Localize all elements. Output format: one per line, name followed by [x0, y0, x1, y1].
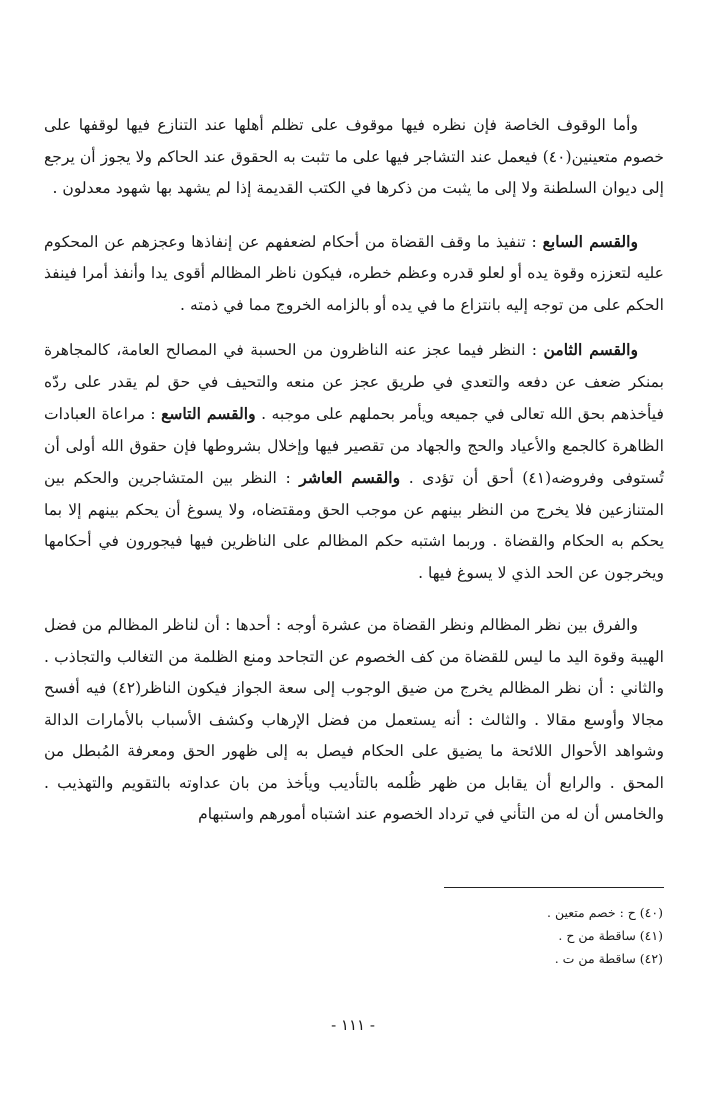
- section-heading: والقسم السابع: [542, 231, 639, 251]
- paragraph-differences: [44, 610, 664, 831]
- footnote-41: (٤١) ساقطة من ح .: [558, 928, 663, 943]
- section-heading: والقسم التاسع: [161, 404, 256, 423]
- paragraph-section-eight: [44, 334, 664, 589]
- paragraph-text: : تنفيذ ما وقف القضاة من أحكام لضعفهم عن إنفاذها وعجزهم عن المحكوم عليه لتعززه وقوة يده أو لعلو قدره وعظم خطره، فيكون ناظر المظالم أقوى يدا وأنفذ أمرا فينفذ الحكم على من توجه إليه بانتزاع ما في يده أو بالزامه الخروج مما في ذمته .: [44, 232, 664, 314]
- footnote-42: (٤٢) ساقطة من ت .: [554, 951, 663, 966]
- paragraph-gap: [44, 218, 664, 226]
- paragraph-text: : النظر فيما عجز عنه الناظرون من الحسبة في المصالح العامة، كالمجاهرة بمنكر ضعف عن دفعه والتعدي في طريق عجز عن منعه والتحيف في حق لم يقدر على ردّه فيأخذهم بحق الله تعالى في جميعه ويأمر بحملهم على موجبه .: [44, 341, 664, 423]
- page-number: - ١١١ -: [331, 1016, 375, 1034]
- paragraph-text: وأما الوقوف الخاصة فإن نظره فيها موقوف على تظلم أهلها عند التنازع فيها لوقفها على خصوم متعينين(٤٠) فيعمل عند التشاجر فيها على ما تثبت به الحقوق عند الحاكم ولا يجوز أن يرجع إلى ديوان السلطنة ولا إلى ما يثبت من ذكرها في الكتب القديمة إذا لم يشهد بها شهود معدلون .: [44, 116, 665, 197]
- paragraph-text: : النظر بين المتشاجرين والحكم بين المتنازعين فلا يخرج من النظر بينهم عن موجب الحق ومقتضاه، ولا يسوغ أن يحكم بينهم إلا بما يحكم به الحكام والقضاة . وربما اشتبه حكم المظالم على الناظرين فيها فيجورون في أحكامها ويخرجون عن الحد الذي لا يسوغ فيها .: [44, 469, 664, 582]
- section-heading: والقسم الثامن: [543, 340, 638, 359]
- paragraph-section-seven: [44, 226, 664, 322]
- paragraph-waqf: [44, 110, 664, 205]
- page-body: [44, 110, 664, 844]
- paragraph-text: والفرق بين نظر المظالم ونظر القضاة من عشرة أوجه : أحدها : أن لناظر المظالم من فضل الهيبة وقوة اليد ما ليس للقضاة من كف الخصوم عن التجاحد ومنع الظلمة من التغالب والتجاذب . والثاني : أن نظر المظالم يخرج من ضيق الوجوب إلى سعة الجواز فيكون الناظر(٤٢) فيه أفسح مجالا وأوسع مقالا . والثالث : أنه يستعمل من فضل الإرهاب وكشف الأسباب بالأمارات الدالة وشواهد الأحوال اللائحة ما يضيق على الحكام فيصل به إلى ظهور الحق ومعرفة المُبطل من المحق . والرابع أن يقابل من ظهر ظُلمه بالتأديب ويأخذ من بان عداوته بالتقويم والتهذيب . والخامس أن له من التأني في ترداد الخصوم عند اشتباه أمورهم واستبهام: [44, 616, 664, 823]
- section-heading: والقسم العاشر: [299, 468, 401, 487]
- footnotes: [360, 901, 663, 970]
- footnote-40: (٤٠) ح : خصم متعين .: [547, 905, 663, 920]
- paragraph-gap: [44, 602, 664, 610]
- paragraph-text: : مراعاة العبادات الظاهرة كالجمع والأعياد والحج والجهاد من تقصير فيها وإخلال بشروطها فإن حقوق الله أولى أن تُستوفى وفروضه(٤١) أحق أن تؤدى .: [44, 405, 664, 487]
- footnote-separator: [444, 887, 664, 888]
